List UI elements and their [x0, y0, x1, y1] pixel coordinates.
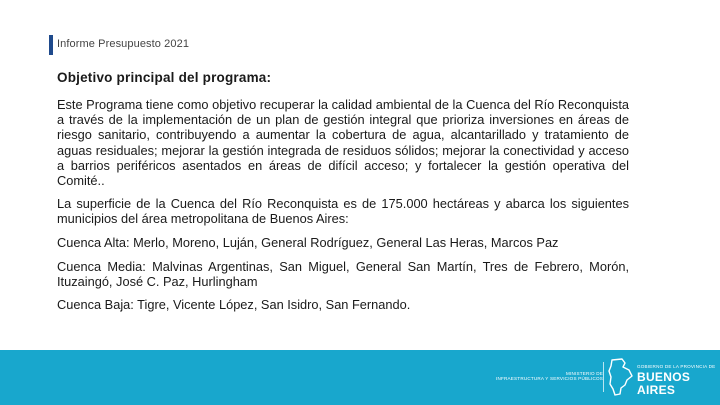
- header-accent-bar: [49, 35, 53, 55]
- province-map-icon: [608, 358, 634, 396]
- ministry-line-1: MINISTERIO DE: [565, 371, 604, 376]
- ministry-logo: [496, 371, 603, 381]
- cuenca-alta-paragraph: Cuenca Alta: Merlo, Moreno, Luján, General Rodríguez, General Las Heras, Marcos Paz: [57, 234, 559, 250]
- footer-divider: [603, 362, 604, 392]
- main-content: [57, 70, 629, 320]
- area-paragraph: La superficie de la Cuenca del Río Reconquista es de 175.000 hectáreas y abarca los siguientes municipios del área metropolitana de Buenos Aires:: [57, 196, 629, 227]
- government-logo: [637, 364, 720, 397]
- objective-paragraph: Este Programa tiene como objetivo recuperar la calidad ambiental de la Cuenca del Río Reconquista a través de la implementación de un plan de gestión integral que prioriza inversiones en áreas de riesgo sanitario, contribuyendo a aumentar la cobertura de agua, alcantarillado y tratamiento de aguas residuales; mejorar la gestión integrada de residuos sólidos; mejorar la conectividad y acceso a barrios periféricos asentados en áreas de difícil acceso; y fortalecer la gestión operativa del Comité..: [57, 97, 629, 189]
- section-heading: Objetivo principal del programa:: [57, 70, 272, 85]
- government-line: GOBIERNO DE LA PROVINCIA DE: [637, 364, 716, 369]
- cuenca-media-paragraph: Cuenca Media: Malvinas Argentinas, San Miguel, General San Martín, Tres de Febrero, Morón, Ituzaingó, José C. Paz, Hurlingham: [57, 258, 629, 290]
- cuenca-baja-paragraph: Cuenca Baja: Tigre, Vicente López, San Isidro, San Fernando.: [57, 297, 411, 313]
- report-title: Informe Presupuesto 2021: [57, 38, 190, 50]
- province-name: BUENOS AIRES: [637, 370, 691, 397]
- ministry-line-2: INFRAESTRUCTURA Y SERVICIOS PÚBLICOS: [496, 376, 604, 381]
